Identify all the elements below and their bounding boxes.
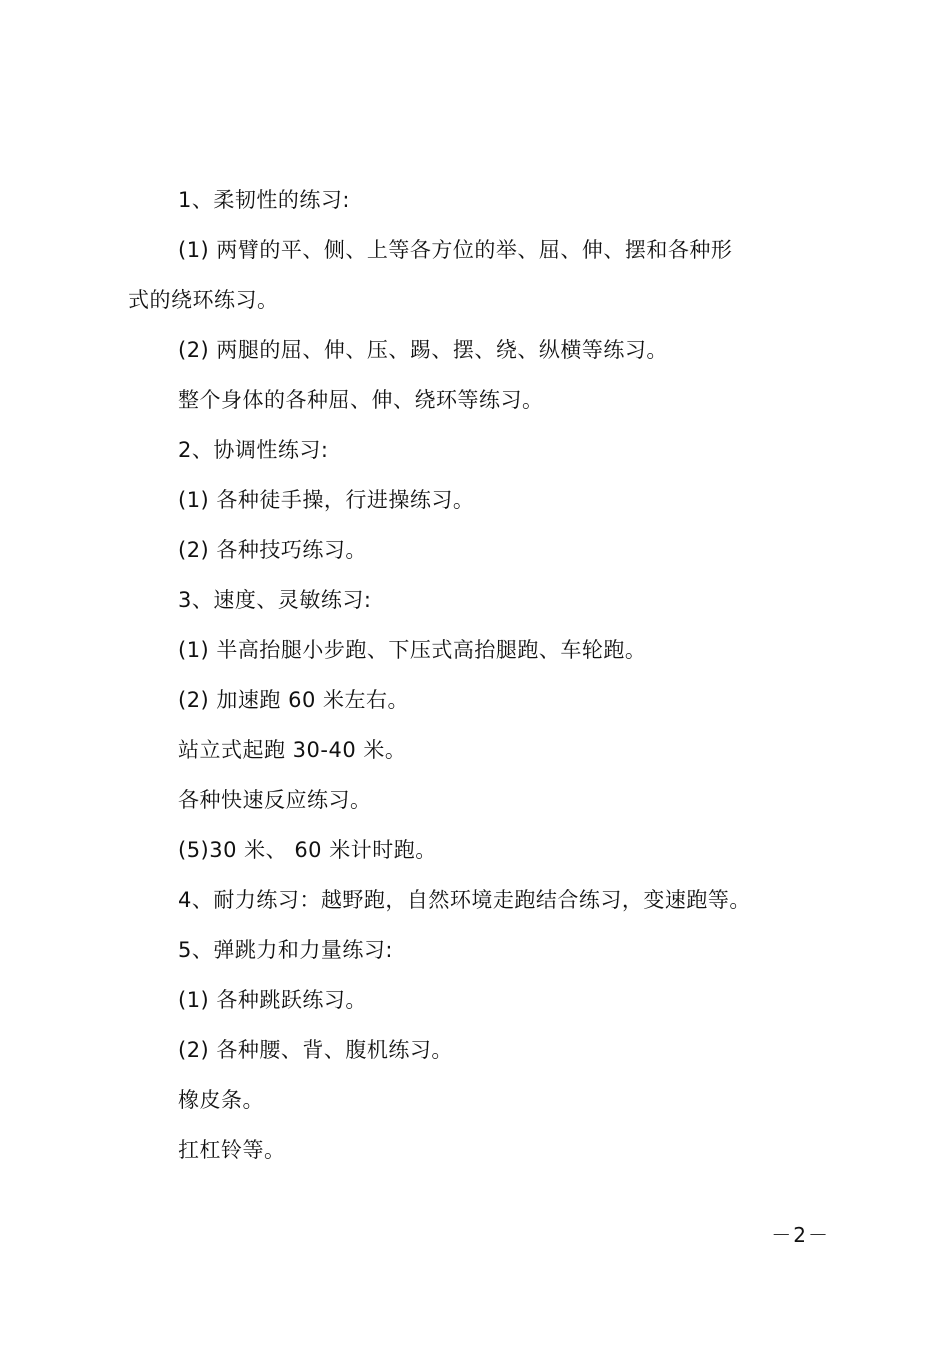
section-heading-coordination: 2、协调性练习: (178, 438, 329, 462)
document-body (128, 175, 808, 1175)
paragraph-line: (2) 加速跑 60 米左右。 (178, 688, 409, 712)
paragraph-line: (5)30 米、 60 米计时跑。 (178, 838, 437, 862)
paragraph-line: 各种快速反应练习。 (178, 788, 372, 812)
section-heading-jumping-strength: 5、弹跳力和力量练习: (178, 938, 393, 962)
paragraph-line: (2) 两腿的屈、伸、压、踢、摆、绕、纵横等练习。 (178, 338, 668, 362)
paragraph-line: 式的绕环练习。 (128, 288, 279, 312)
paragraph-line: (2) 各种腰、背、腹机练习。 (178, 1038, 453, 1062)
paragraph-line: (1) 各种徒手操，行进操练习。 (178, 488, 475, 512)
paragraph-line: 橡皮条。 (178, 1088, 264, 1112)
paragraph-line: (2) 各种技巧练习。 (178, 538, 367, 562)
paragraph-line: 站立式起跑 30-40 米。 (178, 738, 407, 762)
paragraph-line: 整个身体的各种屈、伸、绕环等练习。 (178, 388, 544, 412)
paragraph-line: (1) 半高抬腿小步跑、下压式高抬腿跑、车轮跑。 (178, 638, 647, 662)
section-heading-speed-agility: 3、速度、灵敏练习: (178, 588, 372, 612)
section-heading-endurance: 4、耐力练习：越野跑，自然环境走跑结合练习，变速跑等。 (178, 888, 751, 912)
paragraph-line: 扛杠铃等。 (178, 1138, 286, 1162)
section-heading-flexibility: 1、柔韧性的练习: (178, 188, 350, 212)
paragraph-line: (1) 两臂的平、侧、上等各方位的举、屈、伸、摆和各种形 (178, 238, 733, 262)
paragraph-line: (1) 各种跳跃练习。 (178, 988, 367, 1012)
page-number: －2－ (771, 1223, 830, 1247)
